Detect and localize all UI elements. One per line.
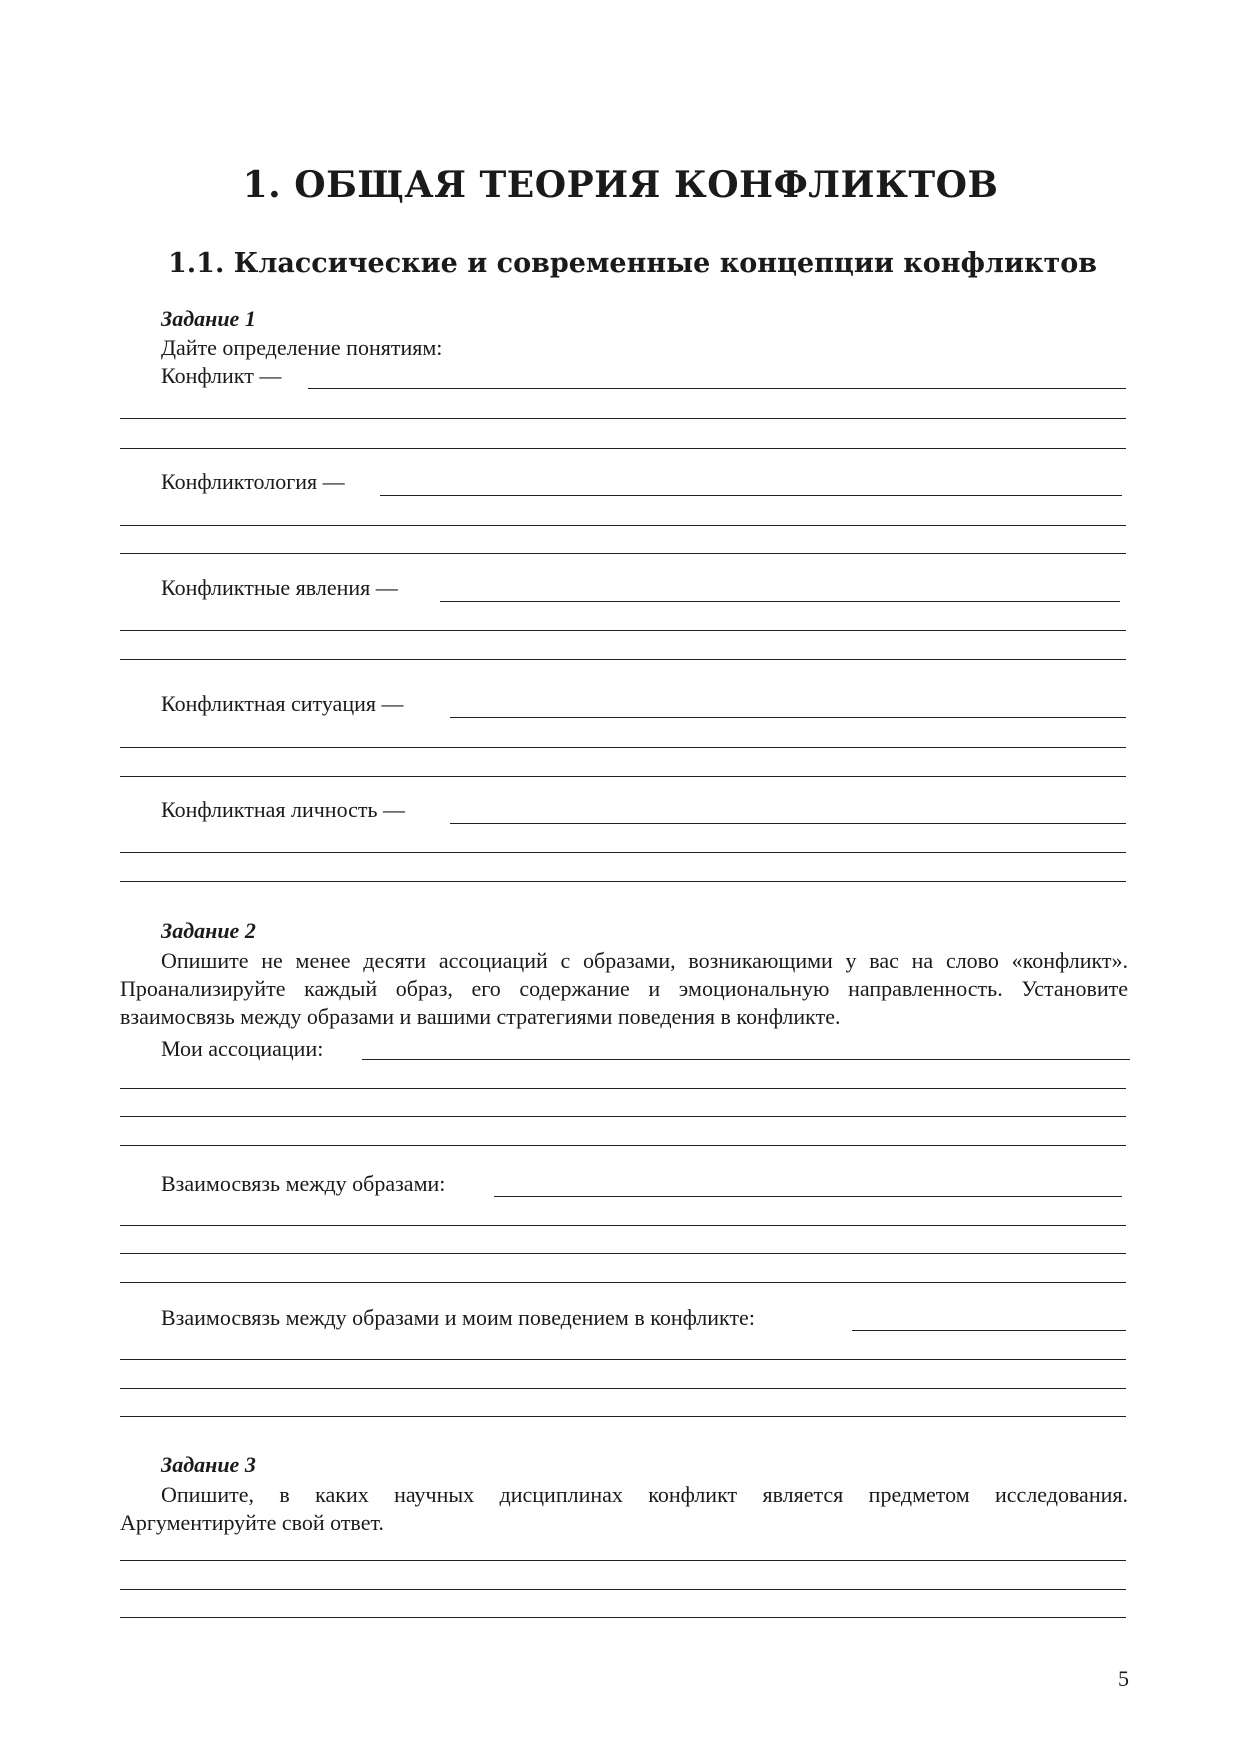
answer-line[interactable]: [120, 1589, 1126, 1590]
task1-intro: Дайте определение понятиям:: [161, 335, 443, 360]
answer-line[interactable]: [120, 1145, 1126, 1146]
task2-text: [120, 947, 1128, 1031]
answer-line[interactable]: [120, 1416, 1126, 1417]
chapter-title: 1. ОБЩАЯ ТЕОРИЯ КОНФЛИКТОВ: [242, 164, 999, 206]
task3-text-content: Опишите, в каких научных дисциплинах конфликт является предметом исследования. Аргументируйте свой ответ.: [120, 1482, 1128, 1535]
page-number: 5: [1118, 1666, 1129, 1691]
answer-line[interactable]: [120, 553, 1126, 554]
answer-line[interactable]: [852, 1330, 1126, 1331]
answer-line[interactable]: [120, 776, 1126, 777]
field-vzaimosvyaz-obrazy: Взаимосвязь между образами:: [161, 1171, 446, 1196]
field-moi-assotsiatsii: Мои ассоциации:: [161, 1036, 324, 1061]
task2-heading: Задание 2: [161, 918, 256, 943]
answer-line[interactable]: [120, 418, 1126, 419]
term-konfliktnaya-situatsiya: Конфликтная ситуация —: [161, 691, 404, 716]
answer-line[interactable]: [450, 717, 1126, 718]
answer-line[interactable]: [120, 659, 1126, 660]
answer-line[interactable]: [440, 601, 1120, 602]
answer-line[interactable]: [120, 448, 1126, 449]
answer-line[interactable]: [120, 1359, 1126, 1360]
answer-line[interactable]: [308, 388, 1126, 389]
task2-text-content: Опишите не менее десяти ассоциаций с образами, возникающими у вас на слово «конфликт». Проанализируйте каждый образ, его содержание и эмоциональную направленность. Установите взаимосвязь между образами и вашими стратегиями поведения в конфликте.: [120, 948, 1128, 1029]
task3-heading: Задание 3: [161, 1452, 256, 1477]
term-konflikt: Конфликт —: [161, 363, 282, 388]
task1-heading: Задание 1: [161, 306, 256, 331]
answer-line[interactable]: [120, 630, 1126, 631]
answer-line[interactable]: [120, 881, 1126, 882]
section-title: 1.1. Классические и современные концепции конфликтов: [168, 248, 1097, 279]
field-vzaimosvyaz-povedenie: Взаимосвязь между образами и моим поведением в конфликте:: [161, 1305, 755, 1330]
term-konfliktologiya: Конфликтология —: [161, 469, 345, 494]
answer-line[interactable]: [120, 1560, 1126, 1561]
answer-line[interactable]: [120, 1116, 1126, 1117]
answer-line[interactable]: [120, 1388, 1126, 1389]
term-konfliktnye-yavleniya: Конфликтные явления —: [161, 575, 398, 600]
answer-line[interactable]: [120, 852, 1126, 853]
term-konfliktnaya-lichnost: Конфликтная личность —: [161, 797, 406, 822]
answer-line[interactable]: [120, 525, 1126, 526]
answer-line[interactable]: [120, 747, 1126, 748]
answer-line[interactable]: [120, 1253, 1126, 1254]
answer-line[interactable]: [120, 1617, 1126, 1618]
answer-line[interactable]: [380, 495, 1122, 496]
answer-line[interactable]: [120, 1282, 1126, 1283]
answer-line[interactable]: [494, 1196, 1122, 1197]
answer-line[interactable]: [362, 1059, 1130, 1060]
task3-text: [120, 1481, 1128, 1537]
answer-line[interactable]: [120, 1088, 1126, 1089]
answer-line[interactable]: [450, 823, 1126, 824]
answer-line[interactable]: [120, 1225, 1126, 1226]
